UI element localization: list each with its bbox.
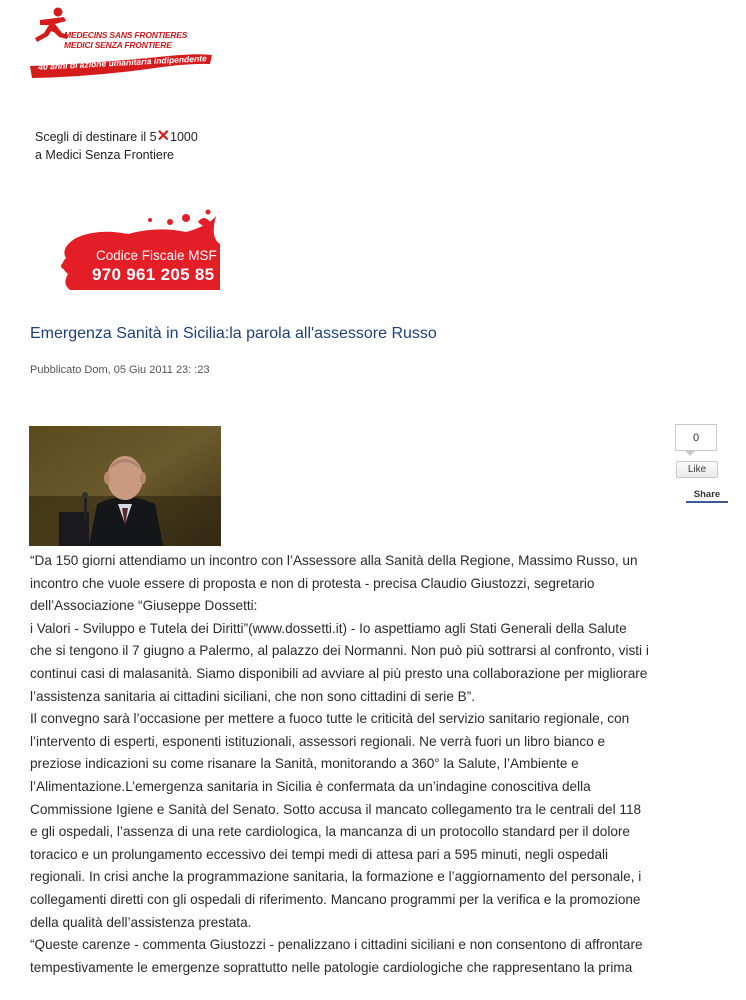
article-photo <box>29 426 221 546</box>
article-line: che si tengono il 7 giugno a Palermo, al palazzo dei Normanni. Non può più sottrarsi al confronto, visti i <box>30 643 649 659</box>
article-title[interactable]: Emergenza Sanità in Sicilia:la parola all'assessore Russo <box>30 325 437 342</box>
article-line: i Valori - Sviluppo e Tutela dei Diritti”(www.dossetti.it) - Io aspettiamo agli Stati Generali della Salute <box>30 620 627 636</box>
article-line: tempestivamente le emergenze soprattutto nelle patologie cardiologiche che rappresentano la prima <box>30 959 633 975</box>
banner-label: Codice Fiscale MSF <box>96 248 217 263</box>
promo-x-mark: ✕ <box>156 128 171 145</box>
article-line: l’Alimentazione.L’emergenza sanitaria in Sicilia è confermata da un’indagine conoscitiva della <box>30 778 591 794</box>
article-line: della qualità dell’assistenza prestata. <box>30 914 252 930</box>
like-button[interactable]: Like <box>676 461 718 478</box>
like-count-box: 0 <box>675 424 717 451</box>
article-body <box>30 550 730 979</box>
article-line: regionali. In crisi anche la programmazione sanitaria, la formazione e l’aggiornamento del personale, i <box>30 869 642 885</box>
msf-tagline: 40 anni di azione umanitaria indipendente <box>38 53 207 72</box>
msf-name-line1: MEDECINS SANS FRONTIERES <box>64 30 188 40</box>
article-line: “Queste carenze - commenta Giustozzi - penalizzano i cittadini siciliani e non consentono di affrontare <box>30 937 643 953</box>
article-line: e gli ospedali, l’assenza di una rete cardiologica, la mancanza di un protocollo standard per il dolore <box>30 824 630 840</box>
article-line: l’assistenza sanitaria ai cittadini siciliani, che non sono cittadini di serie B”. <box>30 688 476 704</box>
article-line: Commissione Igiene e Sanità del Senato. Sotto accusa il mancato collegamento tra le centrali del 118 <box>30 801 642 817</box>
article-line: collegamenti diretti con gli ospedali di riferimento. Mancano programmi per la verifica e la promozione <box>30 891 641 907</box>
article-line: continui casi di malasanità. Siamo disponibili ad avviare al più presto una collaborazione per migliorare <box>30 665 648 681</box>
like-count-caret <box>684 450 696 456</box>
article-line: toracico e un prolungamento eccessivo dei tempi medi di attesa pari a 595 minuti, negli ospedali <box>30 846 609 862</box>
article-line: “Da 150 giorni attendiamo un incontro con l’Assessore alla Sanità della Regione, Massimo Russo, un <box>30 553 638 568</box>
article-line: incontro che vuole essere di proposta e non di protesta - precisa Claudio Giustozzi, segretario <box>30 575 595 591</box>
share-button[interactable]: Share <box>686 488 728 503</box>
published-date: Pubblicato Dom, 05 Giu 2011 23: :23 <box>30 364 210 376</box>
promo-5x1000[interactable] <box>35 128 198 164</box>
article-line: l’intervento di esperti, esponenti istituzionali, assessori regionali. Ne verrà fuori un libro bianco e <box>30 733 606 749</box>
msf-name <box>64 30 187 50</box>
article-line: preziose indicazioni su come risanare la Sanità, monitorando a 360° la Salute, l’Ambiente e <box>30 756 579 772</box>
promo-line2: a Medici Senza Frontiere <box>35 148 174 162</box>
msf-name-line2: MEDICI SENZA FRONTIERE <box>64 40 172 50</box>
banner-code: 970 961 205 85 <box>92 265 215 284</box>
promo-line1: Scegli di destinare il 5✕1000 <box>35 128 198 145</box>
article-line: dell’Associazione “Giuseppe Dossetti: <box>30 598 258 614</box>
article-line: Il convegno sarà l’occasione per mettere a fuoco tutte le criticità del servizio sanitario regionale, con <box>30 711 630 727</box>
